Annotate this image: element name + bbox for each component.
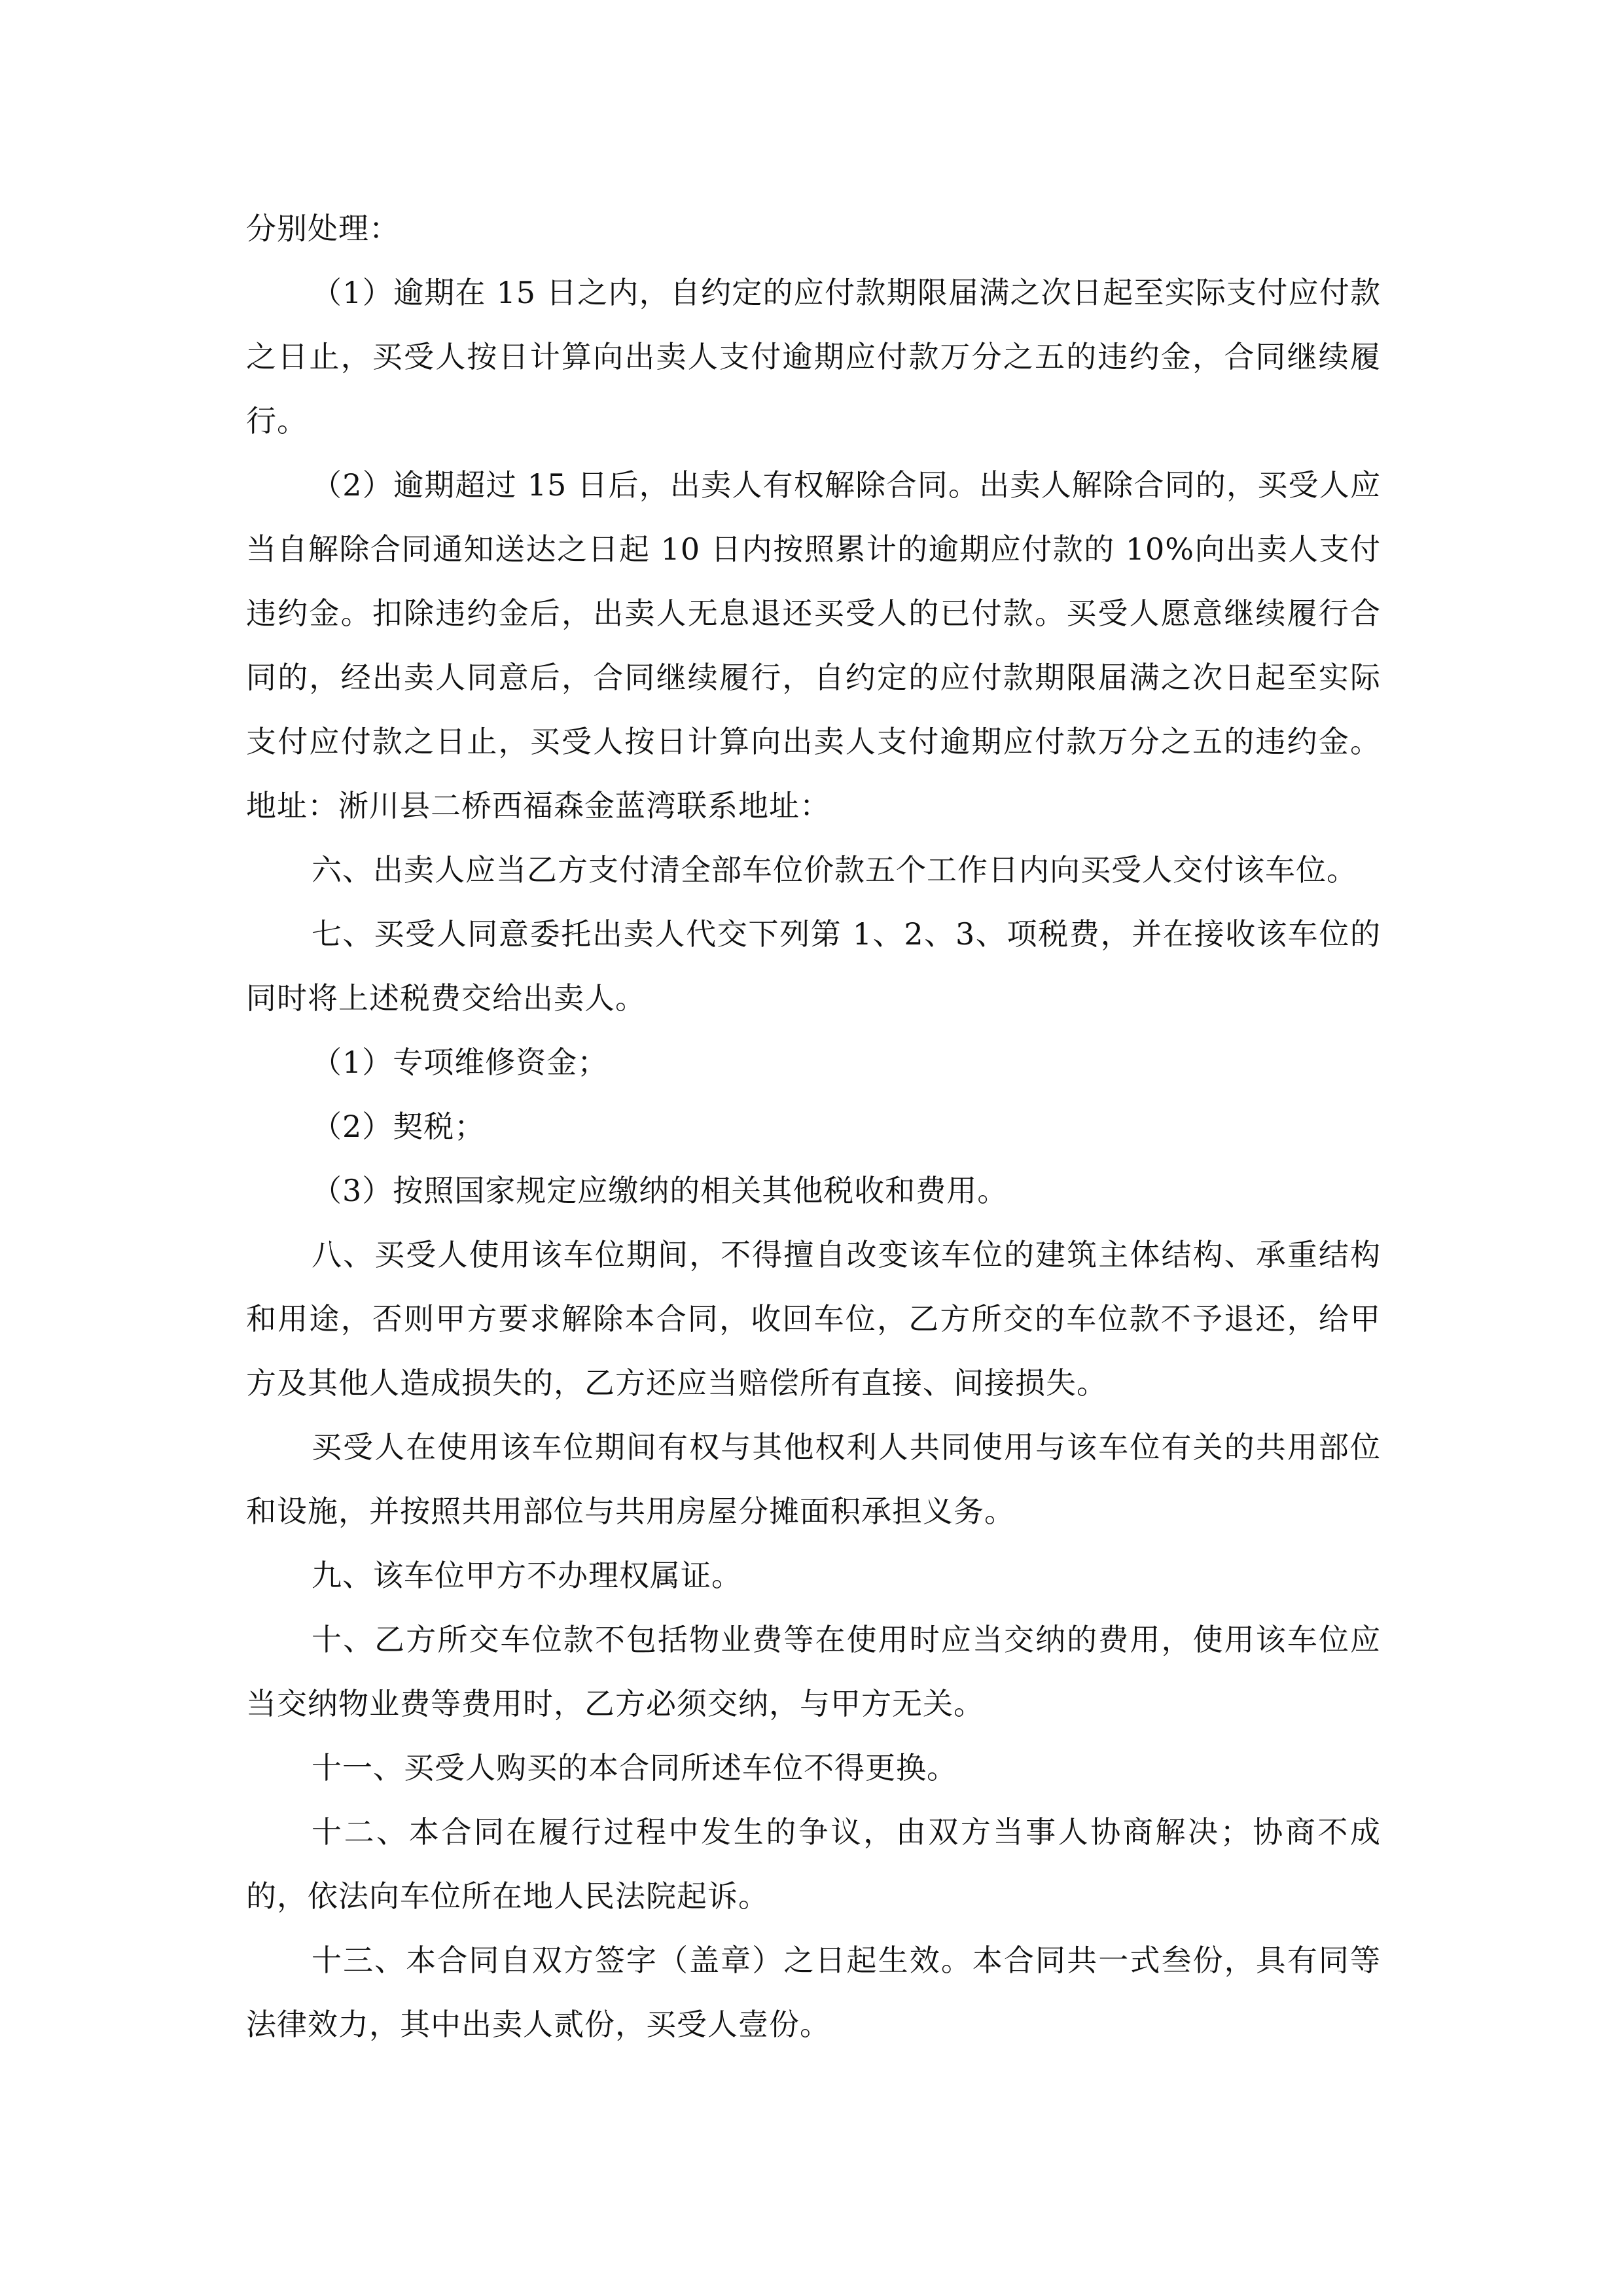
para-overdue-over-15-days: （2）逾期超过 15 日后，出卖人有权解除合同。出卖人解除合同的，买受人应当自解除合同通知送达之日起 10 日内按照累计的逾期应付款的 10%向出卖人支付违约金。扣除违约金后，出卖人无息退还买受人的已付款。买受人愿意继续履行合同的，经出卖人同意后，合同继续履行，自约定的应付款期限届满之次日起至实际支付应付款之日止，买受人按日计算向出卖人支付逾期应付款万分之五的违约金。地址：淅川县二桥西福森金蓝湾联系地址： bbox=[246, 467, 1381, 823]
para-clause-8: 八、买受人使用该车位期间，不得擅自改变该车位的建筑主体结构、承重结构和用途，否则甲方要求解除本合同，收回车位，乙方所交的车位款不予退还，给甲方及其他人造成损失的，乙方还应当赔偿所有直接、间接损失。 bbox=[246, 1237, 1381, 1401]
para-clause-11: 十一、买受人购买的本合同所述车位不得更换。 bbox=[312, 1750, 957, 1785]
para-clause-9: 九、该车位甲方不办理权属证。 bbox=[312, 1558, 742, 1593]
para-clause-7-item-1: （1）专项维修资金； bbox=[312, 1045, 609, 1080]
para-clause-8-shared-use: 买受人在使用该车位期间有权与其他权利人共同使用与该车位有关的共用部位和设施，并按照共用部位与共用房屋分摊面积承担义务。 bbox=[246, 1429, 1381, 1529]
para-clause-6: 六、出卖人应当乙方支付清全部车位价款五个工作日内向买受人交付该车位。 bbox=[312, 852, 1357, 888]
para-clause-7-item-3: （3）按照国家规定应缴纳的相关其他税收和费用。 bbox=[312, 1173, 1008, 1208]
para-clause-13: 十三、本合同自双方签字（盖章）之日起生效。本合同共一式叁份，具有同等法律效力，其中出卖人贰份，买受人壹份。 bbox=[246, 1943, 1381, 2042]
para-clause-12: 十二、本合同在履行过程中发生的争议，由双方当事人协商解决；协商不成的，依法向车位所在地人民法院起诉。 bbox=[246, 1814, 1381, 1914]
para-overdue-within-15-days: （1）逾期在 15 日之内，自约定的应付款期限届满之次日起至实际支付应付款之日止，买受人按日计算向出卖人支付逾期应付款万分之五的违约金，合同继续履行。 bbox=[246, 275, 1381, 439]
para-intro: 分别处理： bbox=[246, 211, 400, 246]
document-page bbox=[246, 196, 1381, 2056]
para-clause-7-item-2: （2）契税； bbox=[312, 1109, 486, 1144]
para-clause-10: 十、乙方所交车位款不包括物业费等在使用时应当交纳的费用，使用该车位应当交纳物业费等费用时，乙方必须交纳，与甲方无关。 bbox=[246, 1622, 1381, 1721]
para-clause-7: 七、买受人同意委托出卖人代交下列第 1、2、3、项税费，并在接收该车位的同时将上述税费交给出卖人。 bbox=[246, 916, 1381, 1016]
